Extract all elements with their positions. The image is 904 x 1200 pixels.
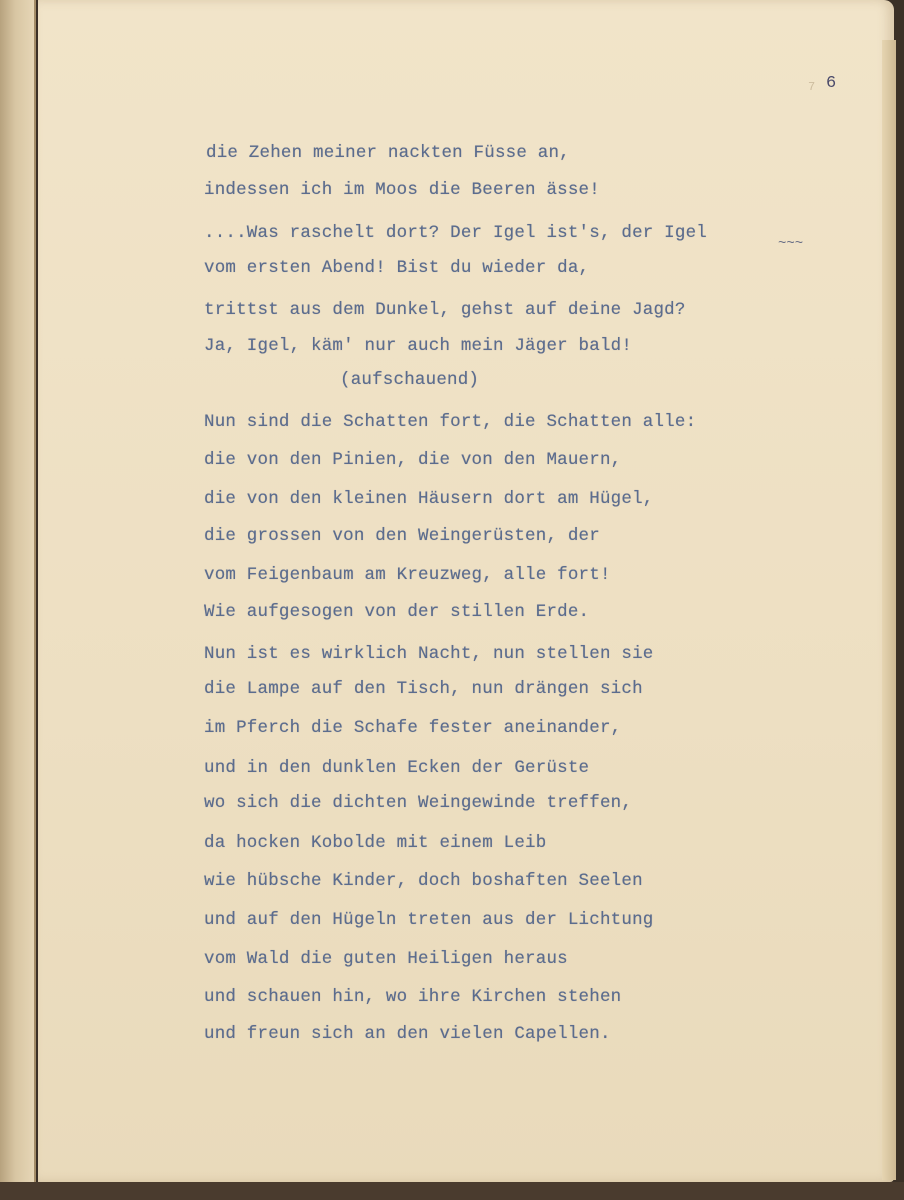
- bottom-shadow: [0, 1182, 904, 1200]
- verse-line: die von den kleinen Häusern dort am Hügel,: [204, 489, 654, 509]
- verse-line: wo sich die dichten Weingewinde treffen,: [204, 793, 633, 813]
- corner-tick: 7: [808, 80, 816, 94]
- verse-line: vom Wald die guten Heiligen heraus: [204, 949, 568, 969]
- verse-line: und in den dunklen Ecken der Gerüste: [204, 758, 590, 778]
- verse-line: Wie aufgesogen von der stillen Erde.: [204, 602, 590, 622]
- verse-line: trittst aus dem Dunkel, gehst auf deine Jagd?: [204, 300, 686, 320]
- stage-direction: (aufschauend): [340, 370, 480, 390]
- verse-line: im Pferch die Schafe fester aneinander,: [204, 718, 622, 738]
- margin-mark: ~~~: [778, 236, 804, 252]
- verse-line: Nun ist es wirklich Nacht, nun stellen sie: [204, 644, 654, 664]
- verse-line: Ja, Igel, käm' nur auch mein Jäger bald!: [204, 336, 633, 356]
- verse-line: die Lampe auf den Tisch, nun drängen sich: [204, 679, 643, 699]
- verse-line: da hocken Kobolde mit einem Leib: [204, 833, 547, 853]
- verse-line: und schauen hin, wo ihre Kirchen stehen: [204, 987, 622, 1007]
- verse-line: Nun sind die Schatten fort, die Schatten alle:: [204, 412, 697, 432]
- verse-line: vom Feigenbaum am Kreuzweg, alle fort!: [204, 565, 611, 585]
- page-edge: [882, 40, 896, 1180]
- verse-line: und freun sich an den vielen Capellen.: [204, 1024, 611, 1044]
- verse-line: indessen ich im Moos die Beeren ässe!: [204, 180, 600, 200]
- verse-line: wie hübsche Kinder, doch boshaften Seelen: [204, 871, 643, 891]
- verse-line: die grossen von den Weingerüsten, der: [204, 526, 600, 546]
- verse-line: die Zehen meiner nackten Füsse an,: [206, 143, 570, 163]
- page-number: 6: [826, 74, 837, 93]
- verse-line: ....Was raschelt dort? Der Igel ist's, der Igel: [204, 223, 707, 243]
- verse-line: die von den Pinien, die von den Mauern,: [204, 450, 622, 470]
- verse-line: und auf den Hügeln treten aus der Lichtung: [204, 910, 654, 930]
- verse-line: vom ersten Abend! Bist du wieder da,: [204, 258, 590, 278]
